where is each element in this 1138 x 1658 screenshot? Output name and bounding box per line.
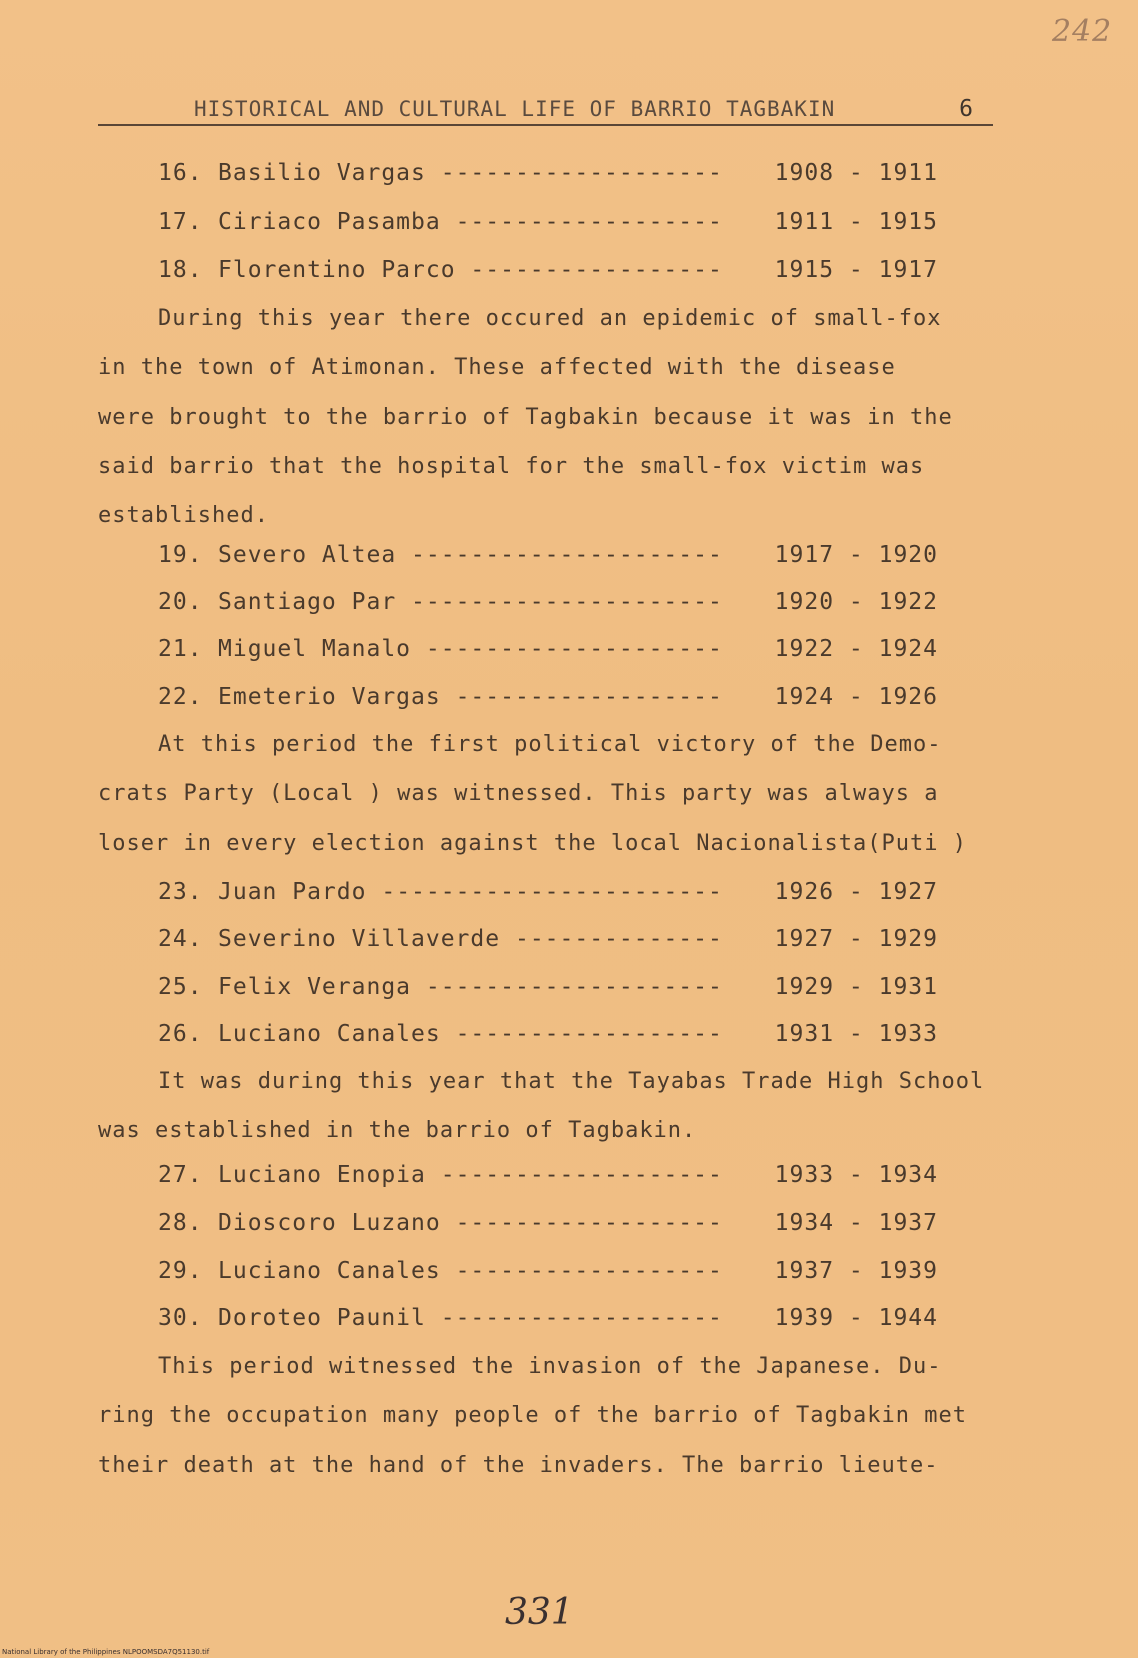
list-item: 23. Juan Pardo ----------------------- 1926 - 1927 bbox=[158, 879, 938, 905]
paragraph-japanese-invasion: This period witnessed the invasion of the Japanese. Du- ring the occupation many people of the barrio of Tagbakin met their death at the hand of the invaders. The barrio lieute- bbox=[98, 1354, 967, 1478]
handwritten-page-number-top: 242 bbox=[1052, 14, 1113, 49]
page-header bbox=[98, 90, 993, 126]
paragraph-trade-school: It was during this year that the Tayabas Trade High School was established in the barrio of Tagbakin. bbox=[98, 1069, 985, 1144]
list-item: 29. Luciano Canales ------------------ 1937 - 1939 bbox=[158, 1258, 938, 1284]
list-item: 24. Severino Villaverde -------------- 1927 - 1929 bbox=[158, 926, 938, 952]
list-item: 30. Doroteo Paunil ------------------- 1939 - 1944 bbox=[158, 1305, 938, 1331]
list-item: 22. Emeterio Vargas ------------------ 1924 - 1926 bbox=[158, 684, 938, 710]
list-item: 19. Severo Altea --------------------- 1917 - 1920 bbox=[158, 542, 938, 568]
handwritten-page-number-bottom: 331 bbox=[505, 1592, 574, 1633]
paragraph-democrats: At this period the first political victory of the Demo- crats Party (Local ) was witnessed. This party was always a loser in every election against the local Nacionalista(Puti ) bbox=[98, 732, 967, 856]
paragraph-epidemic: During this year there occured an epidemic of small-fox in the town of Atimonan. These affected with the disease were brought to the barrio of Tagbakin because it was in the said barrio that the hospital for the small-fox victim was established. bbox=[98, 306, 953, 529]
header-title: HISTORICAL AND CULTURAL LIFE OF BARRIO TAGBAKIN bbox=[194, 97, 836, 121]
list-item: 16. Basilio Vargas ------------------- 1908 - 1911 bbox=[158, 160, 938, 186]
list-item: 17. Ciriaco Pasamba ------------------ 1911 - 1915 bbox=[158, 209, 938, 235]
list-item: 18. Florentino Parco ----------------- 1915 - 1917 bbox=[158, 257, 938, 283]
archive-footer: National Library of the Philippines NLPOOMSDA7Q51130.tif bbox=[2, 1648, 210, 1656]
list-item: 21. Miguel Manalo -------------------- 1922 - 1924 bbox=[158, 636, 938, 662]
list-item: 25. Felix Veranga -------------------- 1929 - 1931 bbox=[158, 974, 938, 1000]
list-item: 26. Luciano Canales ------------------ 1931 - 1933 bbox=[158, 1021, 938, 1047]
list-item: 27. Luciano Enopia ------------------- 1933 - 1934 bbox=[158, 1162, 938, 1188]
header-page-number: 6 bbox=[959, 96, 973, 122]
list-item: 20. Santiago Par --------------------- 1920 - 1922 bbox=[158, 589, 938, 615]
list-item: 28. Dioscoro Luzano ------------------ 1934 - 1937 bbox=[158, 1210, 938, 1236]
